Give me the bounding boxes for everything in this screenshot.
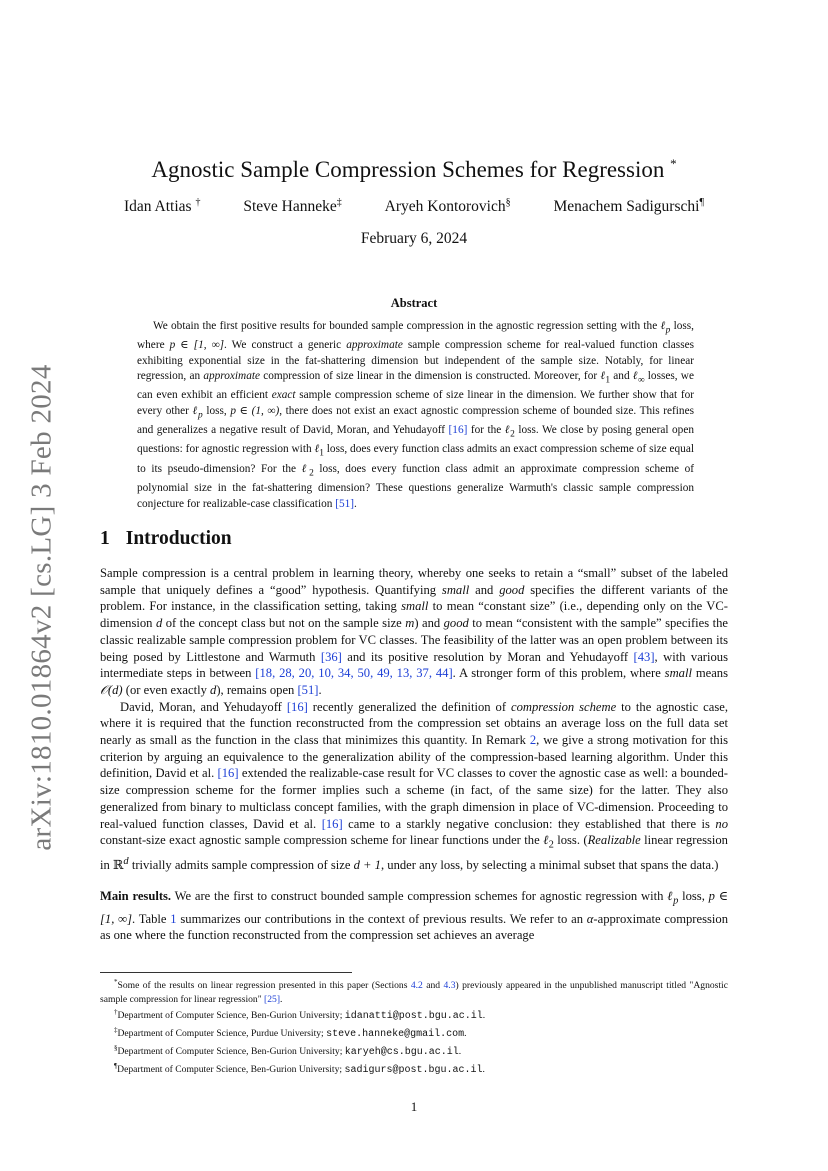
emphasis: compression scheme [510,699,617,714]
text-fragment: -approximate compression as one where the function reconstructed from the compression set achieves an average [100,911,728,943]
text-fragment: to mean “consistent with the sample” specifies the classic realizable sample compression problem for VC classes. The feasibility of the latter was an open problem between its being posed by Littlestone and Warmuth [100,616,728,664]
footnote [100,1060,728,1078]
text-fragment: came to a starkly negative conclusion: they established that there is [342,816,716,831]
footnote-text: . [280,993,283,1005]
abstract-fragment: . We construct a generic [224,339,347,352]
math: p [198,409,203,420]
citation-link[interactable]: [25] [264,993,281,1005]
math: d [155,616,163,631]
text-fragment: We are the first to construct bounded sample compression schemes for agnostic regression with [171,889,668,904]
footnote-text: . [482,1063,485,1075]
math: m [405,616,415,631]
author-name: Menachem Sadigurschi [553,198,700,216]
text-fragment: to mean “constant size” (i.e., depending only on the VC-dimension [100,599,728,631]
footnote-text: Department of Computer Science, Ben-Gurion University; [117,1010,345,1022]
abstract-fragment: We obtain the first positive results for bounded sample compression in the agnostic regression setting with the [153,320,661,332]
email-address: karyeh@cs.bgu.ac.il [344,1047,459,1059]
math: 2 [309,468,314,479]
abstract-fragment: loss, does every function class admits an exact compression scheme of size equal to its pseudo-dimension? For the [137,443,694,475]
footnote-mark: † [114,1008,118,1017]
text-fragment: , under any loss, by selecting a minimal subset that spans the data.) [380,858,719,873]
text-fragment: recently generalized the definition of [307,699,511,714]
math: 2 [548,839,554,851]
math: ℓ [600,369,606,382]
footnote-text: ) previously appeared in the unpublished manuscript titled "Agnostic sample compression for linear regression" [100,980,728,1005]
footnote-text: . [482,1010,486,1022]
footnote-mark: ‡ [114,1026,118,1035]
arxiv-side-stamp [8,363,76,851]
math: ℓ [314,443,320,456]
text-fragment: to the agnostic case, where it is required that the function reconstructed from the compression set obtains an average loss on the full data set nearly as small as the function in the class that minimizes this quantity. In Remark [100,699,728,748]
abstract-heading: Abstract [390,296,438,310]
abstract-fragment: sample compression scheme of size linear in the dimension. We further show that for every other [137,389,694,417]
math: d + 1 [353,858,381,873]
author-mark: § [505,197,511,208]
author-list [100,197,728,216]
text-fragment: David, Moran, and Yehudayoff [120,699,287,714]
citation-link[interactable]: [51] [297,682,319,697]
section-heading [100,528,232,550]
author [554,197,704,216]
section-title: Introduction [125,528,232,549]
text-fragment: loss, [678,889,709,904]
math: d [210,682,217,697]
publication-date: February 6, 2024 [360,230,468,247]
abstract-fragment: loss. We close by posing general open questions: for agnostic regression with [137,423,694,456]
text-fragment: , with various intermediate steps in between [100,649,728,681]
email-address: sadigurs@post.bgu.ac.il [344,1064,483,1076]
citation-link[interactable]: [16] [217,766,239,781]
abstract-fragment: and [610,369,633,382]
author [243,197,341,216]
math: p ∈ [1, ∞] [169,339,225,352]
abstract-fragment: loss, where [137,320,694,352]
emphasis: Realizable [587,833,641,848]
emphasis: good [499,582,525,597]
footnote [100,1006,728,1024]
citation-link[interactable]: [18, 28, 20, 10, 34, 50, 49, 13, 37, 44] [255,666,453,681]
emphasis: approximate [203,369,260,382]
text-fragment: . A stronger form of this problem, where [452,666,665,681]
paragraph [100,565,728,699]
abstract-fragment: compression of size linear in the dimension is constructed. Moreover, for [260,369,601,382]
citation-link[interactable]: [16] [321,816,343,831]
math: d [123,856,129,868]
emphasis: exact [271,389,296,402]
cross-reference-link[interactable]: 2 [529,733,537,748]
emphasis: no [715,816,729,831]
text-fragment: (or even exactly [122,682,211,697]
citation-link[interactable]: [36] [320,649,342,664]
text-fragment: . Table [132,911,171,926]
author [124,197,200,216]
math: p [673,895,679,907]
author [385,197,511,216]
text-fragment: Sample compression is a central problem in learning theory, whereby one seeks to retain a “small” subset of the labeled sample that uniquely defines a “good” hypothesis. Quantifying [100,566,728,597]
math: α [586,911,594,926]
text-fragment: linear regression in [100,833,728,873]
section-number: 1 [100,528,110,549]
footnote-mark: * [114,978,118,986]
math: ℓ [632,369,638,382]
footnote-text: Department of Computer Science, Ben-Gurion University; [117,1063,345,1075]
text-fragment: specifies the different variants of the problem. For instance, in the classification setting, taking [100,582,729,614]
paragraph [100,699,728,875]
emphasis: approximate [346,339,403,352]
email-address: idanatti@post.bgu.ac.il [344,1011,483,1023]
email-address: steve.hanneke@gmail.com [326,1029,465,1041]
footnote-mark: ¶ [114,1061,118,1070]
emphasis: small [441,582,470,597]
footnote-text: . [458,1046,462,1058]
math: 1 [605,375,611,386]
math: 2 [510,429,515,440]
text-fragment: extended the realizable-case result for VC classes to cover the agnostic case as well: a bounded-size compression scheme for the former implies such a scheme (in fact, of the same size) for the latter. They also generalized from binary to multiclass concept families, with the graph dimension in place of VC-dimension. Proceeding to real-valued function classes, David et al. [100,766,728,831]
text-fragment: and its positive resolution by Moran and Yehudayoff [341,649,634,664]
page-number: 1 [410,1099,418,1114]
footnote-text: Department of Computer Science, Ben-Gurion University; [117,1046,345,1058]
text-fragment: . [318,682,322,697]
abstract-text [137,319,694,512]
author-mark: ‡ [336,197,342,208]
emphasis: small [401,599,429,614]
citation-link[interactable]: [43] [633,649,655,664]
paper-title [100,150,728,184]
math: ℓ [301,462,310,475]
math: ∞ [637,375,645,386]
text-fragment: ) and [414,616,444,631]
math: ℓ [543,833,549,848]
footnote-text: Some of the results on linear regression presented in this paper (Sections [117,980,411,992]
paragraph [100,888,728,944]
math: ℓ [660,320,666,332]
text-fragment: of the concept class but not on the sample size [162,616,406,631]
author-mark: ¶ [699,197,704,208]
abstract-fragment: , there does not exist an exact agnostic compression scheme of bounded size. This refines and generalizes a negative result of David, Moran, and Yehudayoff [137,404,694,436]
paragraph-heading: Main results. [100,889,172,904]
cross-reference-link[interactable]: 1 [170,911,177,926]
emphasis: small [664,666,692,681]
body-text [100,565,728,944]
abstract-fragment: loss, does every function class admit an approximate compression scheme of polynomial size in the fat-shattering dimension? These questions generalize Warmuth's classic sample compression conjecture for realizable-case classification [137,462,694,510]
text-fragment: , we give a strong motivation for this criterion by arguing an equivalence to the generalization ability of the compression-based learning algorithm. Under this definition, David et al. [100,733,729,781]
author-name: Steve Hanneke [243,198,337,216]
footnote [100,1042,728,1060]
author-name: Idan Attias [124,198,192,216]
arxiv-identifier: arXiv:1810.01864v2 [cs.LG] 3 Feb 2024 [25,363,58,851]
text-fragment: ), remains open [216,682,298,697]
abstract-fragment: . [354,497,357,510]
abstract-fragment: losses, we can even exhibit an efficient [137,369,694,402]
text-fragment: loss. ( [553,833,588,848]
citation-link[interactable]: [16] [448,423,468,436]
math: 1 [319,448,324,459]
text-fragment: trivially admits sample compression of size [128,858,354,873]
footnote-rule [100,972,352,973]
abstract-fragment: sample compression scheme for real-valued function classes exhibiting exponential size in the fat-shattering dimension but independent of the sample size. Notably, for linear regression, an [137,339,695,382]
text-fragment: summarizes our contributions in the context of previous results. We refer to an [176,911,587,926]
math: ℝ [112,858,124,873]
emphasis: good [443,616,469,631]
footnote [100,976,728,1006]
cross-reference-link[interactable]: 4.2 [410,980,423,992]
footnote-text: Department of Computer Science, Purdue University; [117,1028,327,1040]
text-fragment: means [691,666,728,681]
footnotes [100,976,728,1078]
math: p ∈ (1, ∞) [230,404,280,417]
math: p ∈ [1, ∞] [100,889,729,926]
text-fragment: and [469,582,500,597]
footnote-mark: § [114,1043,118,1052]
title-text: Agnostic Sample Compression Schemes for Regression [151,157,665,182]
math: 𝒪(d) [100,682,123,697]
math: ℓ [667,889,674,904]
math: p [665,325,671,336]
footnote-text: . [464,1028,467,1040]
math: ℓ [192,404,199,417]
abstract-fragment: loss, [202,404,231,417]
footnote-text: and [422,980,444,992]
text-fragment: constant-size exact agnostic sample compression scheme for linear functions under the [100,833,544,848]
author-mark: † [195,197,201,208]
cross-reference-link[interactable]: 4.3 [443,980,456,992]
author-name: Aryeh Kontorovich [384,198,506,216]
citation-link[interactable]: [16] [286,699,308,714]
footnote [100,1024,728,1042]
abstract-fragment: for the [467,423,505,436]
citation-link[interactable]: [51] [335,497,355,510]
math: ℓ [504,423,511,436]
title-footnote-mark: * [670,156,677,171]
